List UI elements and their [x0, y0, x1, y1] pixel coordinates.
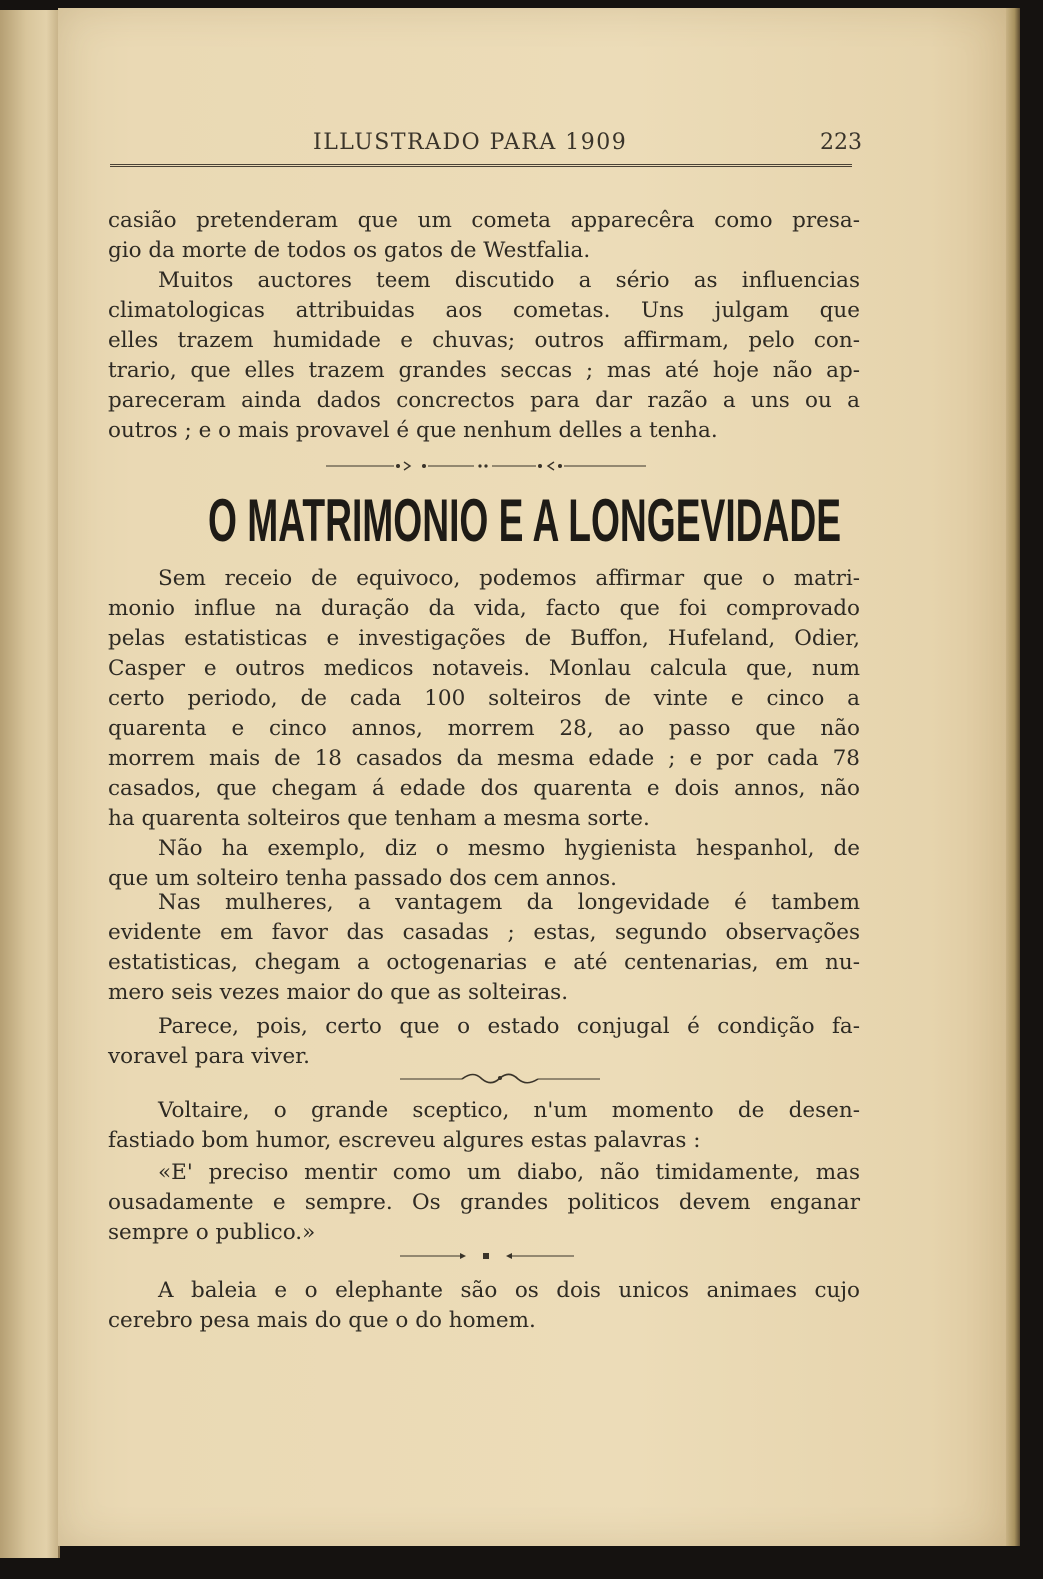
text-line: «E' preciso mentir como um diabo, não timidamente, mas — [158, 1160, 860, 1185]
text-line: elles trazem humidade e chuvas; outros affirmam, pelo con- — [108, 328, 860, 353]
facing-page-edge — [0, 10, 60, 1558]
text-line: morrem mais de 18 casados da mesma edade ; e por cada 78 — [108, 746, 860, 771]
text-line: Não ha exemplo, diz o mesmo hygienista hespanhol, de — [158, 836, 860, 861]
text-line: Voltaire, o grande sceptico, n'um momento de desen- — [158, 1098, 860, 1123]
running-head — [58, 130, 1006, 160]
text-line: evidente em favor das casadas ; estas, segundo observações — [108, 920, 860, 945]
text-line: monio influe na duração da vida, facto que foi comprovado — [108, 596, 860, 621]
text-line: voravel para viver. — [108, 1044, 310, 1069]
text-line: mero seis vezes maior do que as solteiras. — [108, 980, 569, 1005]
running-title: ILLUSTRADO PARA 1909 — [313, 130, 628, 155]
paragraph-comet-omen-end — [108, 236, 860, 266]
page-edge-right — [1006, 8, 1020, 1546]
header-rule — [110, 164, 852, 168]
text-line: Casper e outros medicos notaveis. Monlau calcula que, num — [108, 656, 860, 681]
section-divider-swash — [400, 1070, 600, 1086]
text-line: estatisticas, chegam a octogenarias e até centenarias, em nu- — [108, 950, 860, 975]
text-line: ousadamente e sempre. Os grandes politicos devem enganar — [108, 1190, 860, 1215]
text-line: trario, que elles trazem grandes seccas ; mas até hoje não ap- — [108, 358, 860, 383]
text-line: gio da morte de todos os gatos de Westfalia. — [108, 238, 591, 263]
paragraph-comet-omen — [108, 206, 860, 236]
text-line: climatologicas attribuidas aos cometas. Uns julgam que — [108, 298, 860, 323]
section-divider-small — [400, 1248, 574, 1264]
text-line: Parece, pois, certo que o estado conjugal é condição fa- — [158, 1014, 860, 1039]
section-divider-ornament — [326, 458, 646, 474]
text-line: que um solteiro tenha passado dos cem annos. — [108, 866, 617, 891]
text-line: Muitos auctores teem discutido a sério as influencias — [158, 268, 860, 293]
text-line: quarenta e cinco annos, morrem 28, ao passo que não — [108, 716, 860, 741]
page — [58, 8, 1006, 1546]
text-line: cerebro pesa mais do que o do homem. — [108, 1308, 536, 1333]
article-title: O MATRIMONIO E A LONGEVIDADE — [208, 487, 842, 554]
text-line: casados, que chegam á edade dos quarenta e dois annos, não — [108, 776, 860, 801]
text-line: pareceram ainda dados concrectos para dar razão a uns ou a — [108, 388, 860, 413]
text-line: sempre o publico.» — [108, 1220, 316, 1245]
text-line: outros ; e o mais provavel é que nenhum delles a tenha. — [108, 418, 718, 443]
text-line: A baleia e o elephante são os dois unicos animaes cujo — [158, 1278, 860, 1303]
page-number: 223 — [820, 130, 862, 155]
text-line: fastiado bom humor, escreveu algures estas palavras : — [108, 1128, 701, 1153]
text-line: pelas estatisticas e investigações de Buffon, Hufeland, Odier, — [108, 626, 860, 651]
text-line: ha quarenta solteiros que tenham a mesma sorte. — [108, 806, 650, 831]
text-line: Sem receio de equivoco, podemos affirmar que o matri- — [158, 566, 860, 591]
text-line: casião pretenderam que um cometa apparecêra como presa- — [108, 208, 860, 233]
text-line: Nas mulheres, a vantagem da longevidade é tambem — [158, 890, 860, 915]
text-line: certo periodo, de cada 100 solteiros de vinte e cinco a — [108, 686, 860, 711]
